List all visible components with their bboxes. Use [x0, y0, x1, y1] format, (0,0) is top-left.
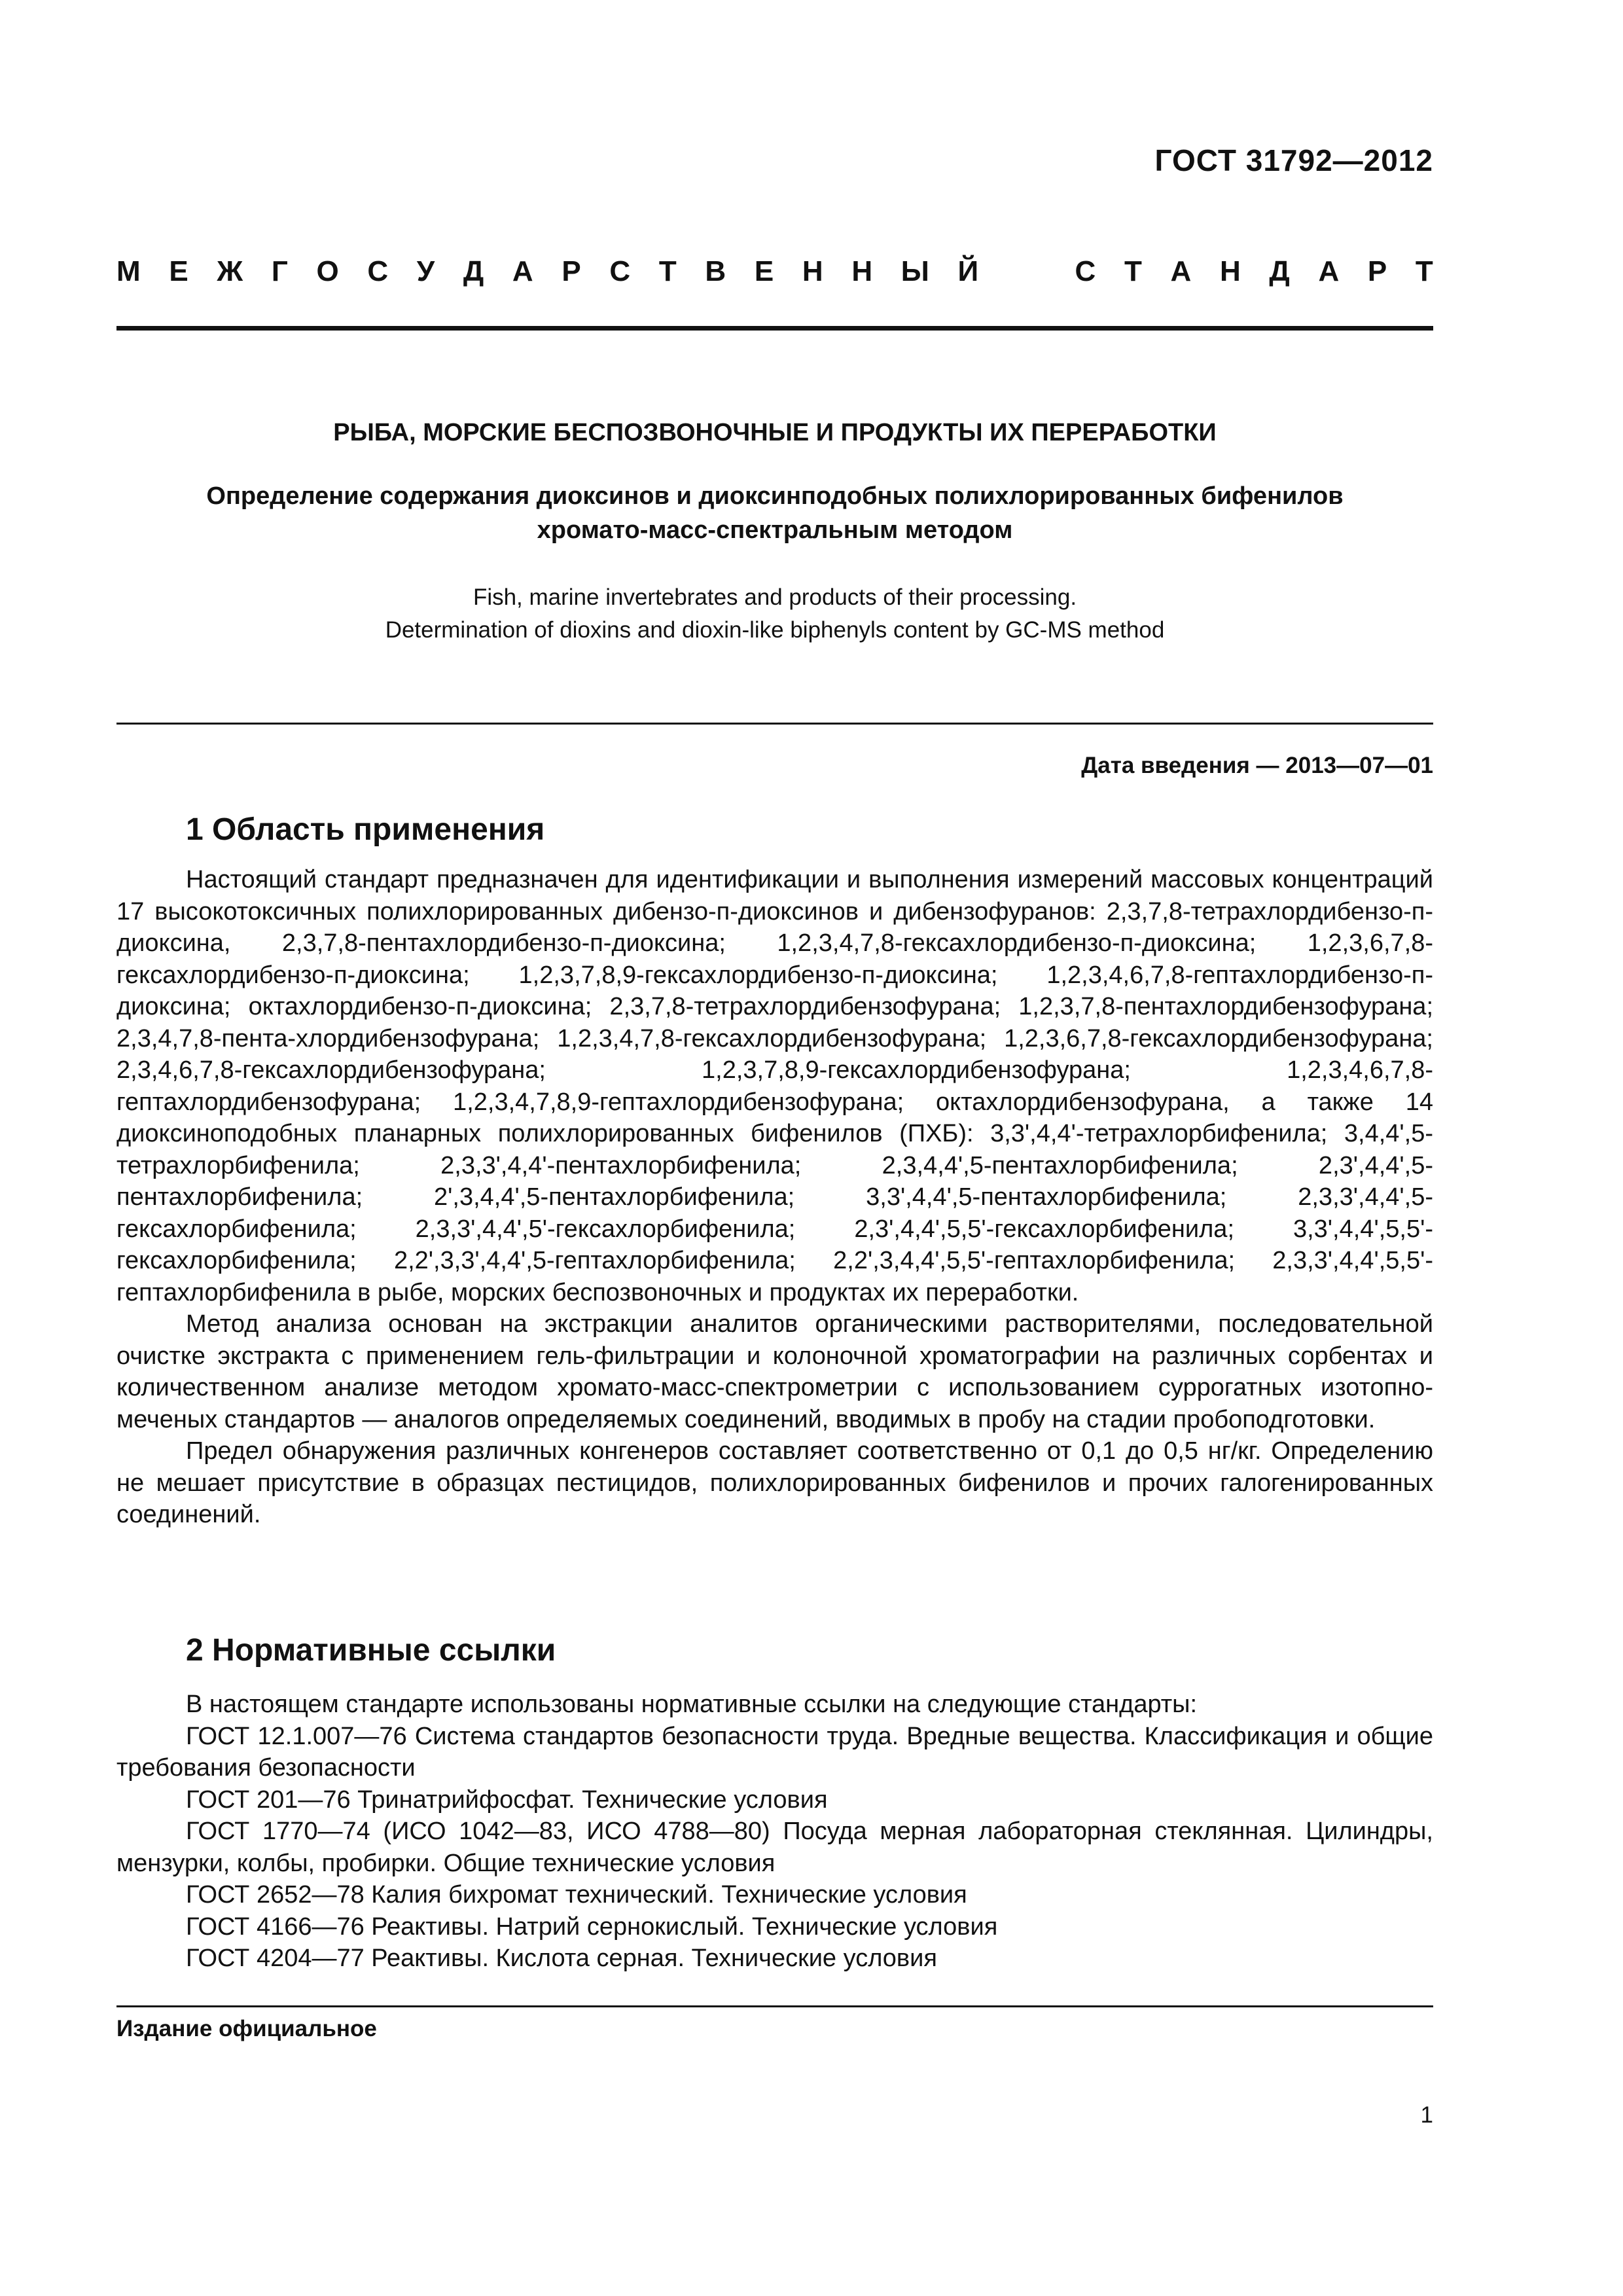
- heading-letter: А: [1318, 255, 1340, 287]
- subtitle-line-1: Определение содержания диоксинов и диоксинподобных полихлорированных бифенилов: [206, 482, 1344, 510]
- heading-letter: А: [1170, 255, 1192, 287]
- reference-item: ГОСТ 4166—76 Реактивы. Натрий сернокислый. Технические условия: [186, 1912, 998, 1941]
- heading-letter: Р: [562, 255, 581, 287]
- english-title-line-2: Determination of dioxins and dioxin-like biphenyls content by GC-MS method: [385, 617, 1165, 643]
- heading-letter: Н: [1219, 255, 1241, 287]
- heading-letter: Т: [658, 255, 677, 287]
- intro-date: Дата введения — 2013—07—01: [1081, 753, 1433, 778]
- heading-letter: Т: [1124, 255, 1142, 287]
- document-title: РЫБА, МОРСКИЕ БЕСПОЗВОНОЧНЫЕ И ПРОДУКТЫ ИХ ПЕРЕРАБОТКИ: [333, 419, 1217, 446]
- heading-letter: С: [367, 255, 389, 287]
- heading-letter: С: [1075, 255, 1096, 287]
- english-title-line-1: Fish, marine invertebrates and products of their processing.: [473, 584, 1077, 610]
- reference-item: ГОСТ 12.1.007—76 Система стандартов безопасности труда. Вредные вещества. Классификация и общие требования безопасности: [116, 1722, 1433, 1782]
- heading-letter: Н: [851, 255, 873, 287]
- heading-letter: Й: [957, 255, 979, 287]
- paragraph: Предел обнаружения различных конгенеров составляет соответственно от 0,1 до 0,5 нг/кг. Определению не мешает присутствие в образцах пестицидов, полихлорированных бифенилов и прочих галогенированных соединений.: [116, 1437, 1433, 1528]
- header-rule: [116, 326, 1433, 331]
- page-number: 1: [1420, 2102, 1433, 2128]
- title-rule: [116, 723, 1433, 725]
- heading-letter: Д: [463, 255, 484, 287]
- heading-letter: М: [116, 255, 141, 287]
- heading-letter: А: [512, 255, 533, 287]
- heading-letter: Д: [1269, 255, 1290, 287]
- english-title: [116, 581, 1433, 647]
- heading-letter: С: [609, 255, 631, 287]
- paragraph: Настоящий стандарт предназначен для идентификации и выполнения измерений массовых концентраций 17 высокотоксичных полихлорированных дибензо-п-диоксинов и дибензофуранов: 2,3,7,8-тетрахлордибензо-п-диоксина, 2,3,7,8-пентахлордибензо-п-диоксина; 1,2,3,4,7,8-гексахлордибензо-п-диоксина; 1,2,3,6,7,8-гексахлордибензо-п-диоксина; 1,2,3,7,8,9-гексахлордибензо-п-диоксина; 1,2,3,4,6,7,8-гептахлордибензо-п-диоксина; октахлордибензо-п-диоксина; 2,3,7,8-тетрахлордибензофурана; 1,2,3,7,8-пентахлордибензофурана; 2,3,4,7,8-пента-хлордибензофурана; 1,2,3,4,7,8-гексахлордибензофурана; 1,2,3,6,7,8-гексахлордибензофурана; 2,3,4,6,7,8-гексахлордибензофурана; 1,2,3,7,8,9-гексахлордибензофурана; 1,2,3,4,6,7,8-гептахлордибензофурана; 1,2,3,4,7,8,9-гептахлордибензофурана; октахлордибензофурана, а также 14 диоксиноподобных планарных полихлорированных бифенилов (ПХБ): 3,3',4,4'-тетрахлорбифенила; 3,4,4',5-тетрахлорбифенила; 2,3,3',4,4'-пентахлорбифенила; 2,3,4,4',5-пентахлорбифенила; 2,3',4,4',5-пентахлорбифенила; 2',3,4,4',5-пентахлорбифенила; 3,3',4,4',5-пентахлорбифенила; 2,3,3',4,4',5-гексахлорбифенила; 2,3,3',4,4',5'-гексахлорбифенила; 2,3',4,4',5,5'-гексахлорбифенила; 3,3',4,4',5,5'-гексахлорбифенила; 2,2',3,3',4,4',5-гептахлорбифенила; 2,2',3,4,4',5,5'-гептахлорбифенила; 2,3,3',4,4',5,5'-гептахлорбифенила в рыбе, морских беспозвоночных и продуктах их переработки.: [116, 866, 1433, 1306]
- section-1-body: [116, 864, 1433, 1531]
- word-gap: [1007, 255, 1046, 292]
- heading-letter: Г: [271, 255, 288, 287]
- footer-rule: [116, 2005, 1433, 2007]
- heading-letter: У: [416, 255, 435, 287]
- standard-kind-heading: [116, 255, 1433, 292]
- heading-letter: Т: [1415, 255, 1433, 287]
- paragraph: Метод анализа основан на экстракции аналитов органическими растворителями, последовательной очистке экстракта с применением гель-фильтрации и колоночной хроматографии на различных сорбентах и количественном анализе методом хромато-масс-спектрометрии с использованием суррогатных изотопно-меченых стандартов — аналогов определяемых соединений, вводимых в пробу на стадии пробоподготовки.: [116, 1310, 1433, 1433]
- subtitle-line-2: хромато-масс-спектральным методом: [537, 516, 1013, 544]
- heading-letter: В: [705, 255, 726, 287]
- section-2-heading: 2 Нормативные ссылки: [186, 1633, 556, 1668]
- edition-label: Издание официальное: [116, 2016, 377, 2041]
- standard-code: ГОСТ 31792—2012: [1154, 143, 1433, 177]
- heading-letter: О: [316, 255, 339, 287]
- reference-item: ГОСТ 1770—74 (ИСО 1042—83, ИСО 4788—80) Посуда мерная лабораторная стеклянная. Цилиндры, мензурки, колбы, пробирки. Общие технические условия: [116, 1818, 1433, 1877]
- document-subtitle: [116, 479, 1433, 547]
- heading-letter: Ы: [901, 255, 929, 287]
- reference-item: ГОСТ 4204—77 Реактивы. Кислота серная. Технические условия: [186, 1945, 937, 1972]
- heading-letter: Е: [754, 255, 774, 287]
- section-1-heading: 1 Область применения: [186, 812, 545, 847]
- heading-letter: Н: [802, 255, 823, 287]
- paragraph: В настоящем стандарте использованы нормативные ссылки на следующие стандарты:: [186, 1691, 1198, 1718]
- reference-item: ГОСТ 201—76 Тринатрийфосфат. Технические условия: [186, 1785, 828, 1814]
- section-2-body: [116, 1689, 1433, 1975]
- heading-letter: Е: [169, 255, 188, 287]
- reference-item: ГОСТ 2652—78 Калия бихромат технический. Технические условия: [186, 1881, 967, 1909]
- heading-letter: Ж: [217, 255, 243, 287]
- heading-letter: Р: [1367, 255, 1387, 287]
